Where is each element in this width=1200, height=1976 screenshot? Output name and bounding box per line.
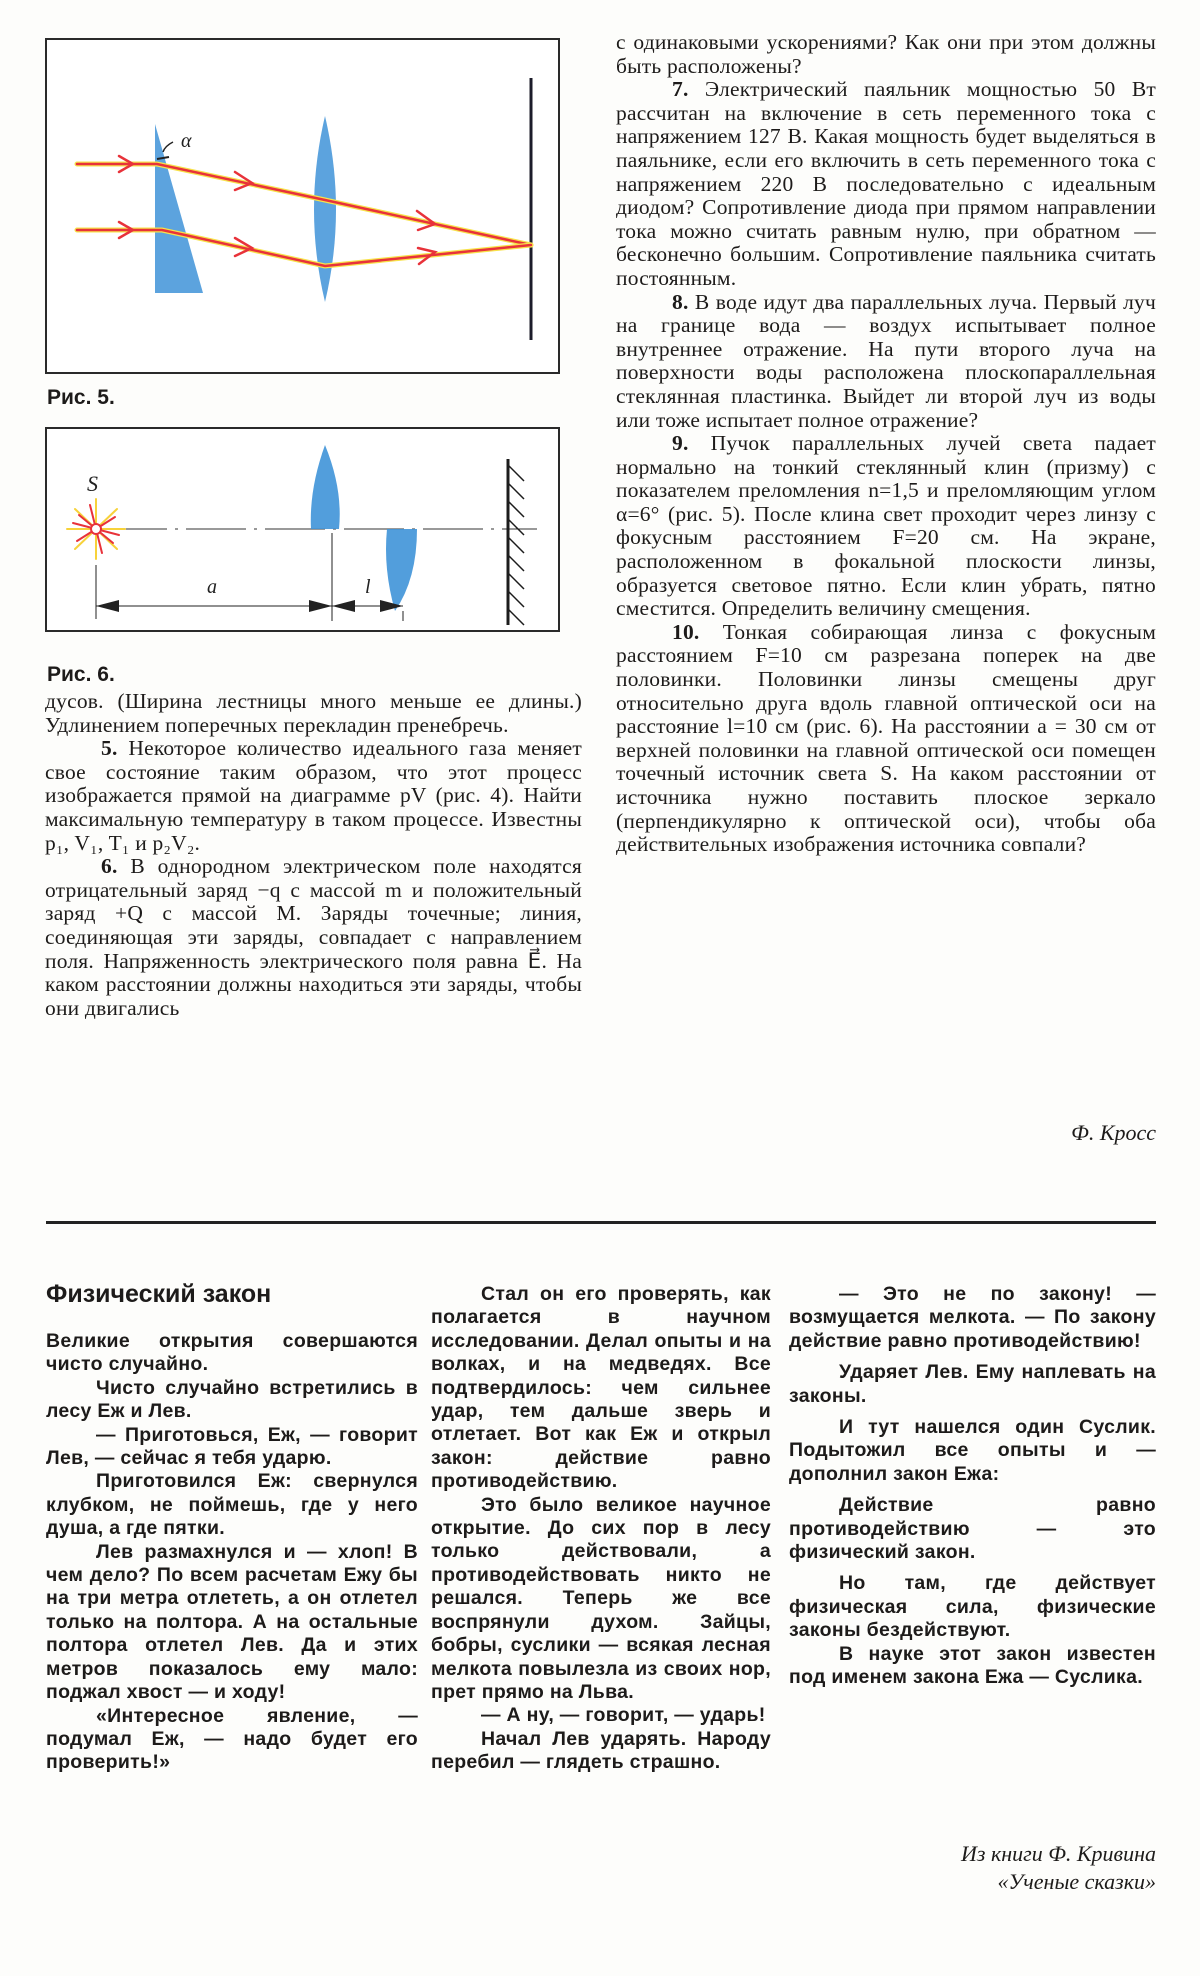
- story-column-1: [46, 1330, 418, 1775]
- author-signature: Ф. Кросс: [1071, 1120, 1156, 1145]
- figure-5: [45, 38, 560, 374]
- problem-10: [616, 621, 1156, 857]
- story-paragraph: Приготовился Еж: свернулся клубком, не поймешь, где у него душа, а где пятки.: [46, 1470, 418, 1540]
- story-paragraph: Ударяет Лев. Ему наплевать на законы.: [789, 1361, 1156, 1407]
- problem-9-number: 9.: [672, 431, 689, 456]
- problem-9-text: Пучок параллельных лучей света падает нормально на тонкий стеклянный клин (призму) с показателем преломления n=1,5 и преломляющим углом α=6° (рис. 5). После клина свет проходит через линзу с фокусным расстоянием F=20 см. На экране, расположенном в фокальной плоскости линзы, образуется световое пятно. Если клин убрать, пятно сместится. Определить величину смещения.: [616, 431, 1156, 621]
- story-paragraph: Действие равно противодействию — это физический закон.: [789, 1494, 1156, 1564]
- problem-6: [45, 855, 582, 1020]
- story-paragraph: Это было великое научное открытие. До сих пор в лесу только действовали, а противодействовать никто не решался. Теперь же все воспрянули духом. Зайцы, бобры, суслики — всякая лесная мелкота повылезла из своих нор, прет прямо на Льва.: [431, 1493, 771, 1703]
- distance-a-label: a: [207, 576, 217, 598]
- problem-8-text: В воде идут два параллельных луча. Первый луч на границе вода — воздух испытывает полное внутреннее отражение. На пути второго луча на поверхности воды расположена плоскопараллельная стеклянная пластинка. Выйдет ли второй луч из воды или тоже испытает полное отражение?: [616, 289, 1157, 432]
- story-paragraph: Лев размахнулся и — хлоп! В чем дело? По всем расчетам Ежу бы на три метра отлететь, а он отлетел только на полтора. А на остальные полтора отлетел Лев. Да и этих метров показалось ему мало: поджал хвост — и ходу!: [46, 1540, 418, 1704]
- story-column-3: [789, 1283, 1156, 1690]
- problem-5-number: 5.: [101, 736, 118, 761]
- wedge-lens-screen-diagram: [47, 40, 558, 372]
- source-s-label: S: [87, 471, 98, 496]
- story-lead: Великие открытия совершаются чисто случайно.: [46, 1330, 418, 1376]
- story-paragraph: — А ну, — говорит, — ударь!: [481, 1704, 766, 1727]
- problem-8-number: 8.: [672, 289, 689, 314]
- problem-8: [616, 291, 1156, 433]
- distance-l-label: l: [365, 576, 371, 598]
- paragraph-continuation: дусов. (Ширина лестницы много меньше ее длины.) Удлинением поперечных перекладин пренебречь.: [45, 689, 582, 737]
- story-paragraph: — Приготовься, Еж, — говорит Лев, — сейчас я тебя ударю.: [46, 1423, 418, 1470]
- split-lens-mirror-diagram: [47, 429, 558, 630]
- story-paragraph: Но там, где действует физическая сила, физические законы бездействуют.: [789, 1572, 1156, 1642]
- story-title: Физический закон: [46, 1280, 272, 1308]
- problem-6-number: 6.: [101, 854, 118, 879]
- problem-7: [616, 78, 1156, 290]
- right-column: [616, 31, 1156, 857]
- problem-9: [616, 432, 1156, 621]
- problem-5: [45, 737, 582, 855]
- problem-6-text: В однородном электрическом поле находятся отрицательный заряд −q с массой m и положительный заряд +Q с массой M. Заряды точечные; линия, соединяющая эти заряды, совпадает с направлением поля. Напряженность электрического поля равна E⃗. На каком расстоянии должны находиться эти заряды, чтобы они двигались: [45, 854, 582, 1020]
- story-paragraph: Чисто случайно встретились в лесу Еж и Лев.: [46, 1376, 418, 1423]
- problem-10-text: Тонкая собирающая линза с фокусным расстоянием F=10 см разрезана поперек на две половинки. Половинки линзы смещены друг относительно друга вдоль главной оптической оси на расстояние l=10 см (рис. 6). На расстоянии a = 30 см от верхней половинки на главной оптической оси помещен точечный источник света S. На каком расстоянии от источника нужно поставить плоское зеркало (перпендикулярно к оптической оси), чтобы оба действительных изображения источника совпали?: [616, 619, 1157, 857]
- figure-6: [45, 427, 560, 632]
- attribution-book-title: «Ученые сказки»: [997, 1869, 1156, 1894]
- story-column-2: [431, 1283, 771, 1775]
- paragraph-continuation: с одинаковыми ускорениями? Как они при этом должны быть расположены?: [616, 30, 1156, 78]
- story-paragraph: И тут нашелся один Суслик. Подытожил все опыты и — дополнил закон Ежа:: [789, 1416, 1156, 1485]
- story-paragraph: В науке этот закон известен под именем закона Ежа — Суслика.: [789, 1642, 1156, 1689]
- story-paragraph: Стал он его проверять, как полагается в научном исследовании. Делал опыты и на волках, и на медведях. Все подтвердилось: чем сильнее удар, тем дальше зверь и отлетает. Вот как Еж и открыл закон: действие равно противодействию.: [431, 1283, 771, 1493]
- story-paragraph: «Интересное явление, — подумал Еж, — надо будет его проверить!»: [46, 1704, 418, 1774]
- alpha-label: α: [181, 130, 192, 152]
- story-attribution: [850, 1840, 1156, 1896]
- figure-6-caption: Рис. 6.: [47, 663, 115, 686]
- attribution-book-author: Из книги Ф. Кривина: [960, 1841, 1156, 1866]
- figure-5-caption: Рис. 5.: [47, 386, 115, 409]
- problem-7-number: 7.: [672, 77, 689, 102]
- problem-10-number: 10.: [672, 619, 700, 644]
- left-column: [45, 690, 582, 1020]
- problem-7-text: Электрический паяльник мощностью 50 Вт рассчитан на включение в сеть переменного тока с напряжением 127 В. Какая мощность будет выделяться в паяльнике, если его включить в сеть переменного тока с напряжением 220 В последовательно с идеальным диодом? Сопротивление диода при прямом направлении тока можно считать равным нулю, при обратном — бесконечно большим. Сопротивление паяльника считать постоянным.: [616, 77, 1156, 290]
- story-paragraph: — Это не по закону! — возмущается мелкота. — По закону действие равно противодействию!: [789, 1283, 1156, 1352]
- story-paragraph: Начал Лев ударять. Народу перебил — глядеть страшно.: [431, 1727, 771, 1774]
- section-divider: [46, 1221, 1156, 1224]
- problem-5-text: Некоторое количество идеального газа меняет свое состояние таким образом, что этот процесс изображается прямой на диаграмме pV (рис. 4). Найти максимальную температуру в таком процессе. Известны p₁, V₁, T₁ и p₂V₂.: [45, 736, 582, 855]
